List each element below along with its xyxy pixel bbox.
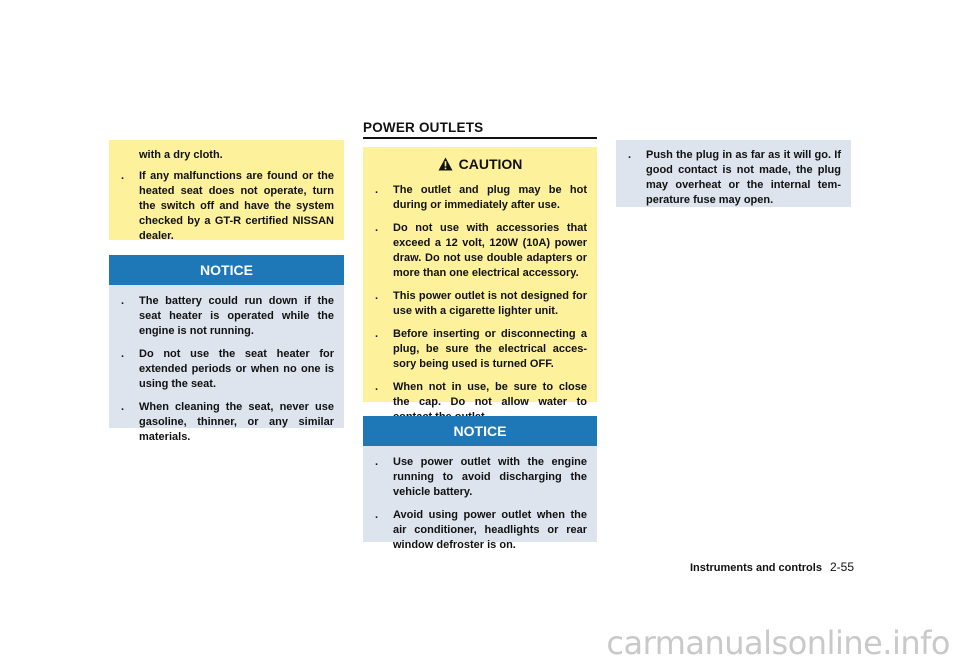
list-item: . This power outlet is not designed for use with a cigarette lighter unit. xyxy=(375,290,587,317)
list-item: . Do not use the seat heater for extended periods or when no one is using the seat. xyxy=(121,348,334,390)
caution-header xyxy=(363,147,597,181)
list-item: . Do not use with accessories that exceed a 12 volt, 120W (10A) power draw. Do not use double adapters or more than one electrical accessory. xyxy=(375,222,587,279)
list-item: . If any malfunctions are found or the heated seat does not operate, turn the switch off and have the system checked by a GT-R certified NISSAN dealer. xyxy=(121,170,334,242)
left-caution-list xyxy=(119,169,334,244)
caution-box xyxy=(363,147,597,408)
right-list xyxy=(626,148,841,208)
middle-notice-box xyxy=(363,416,597,551)
list-item: . When cleaning the seat, never use gasoline, thinner, or any similar materials. xyxy=(121,401,334,443)
warning-triangle-icon xyxy=(438,149,453,183)
list-item: . Avoid using power outlet when the air conditioner, headlights or rear window defroster is on. xyxy=(375,509,587,551)
list-item: . Before inserting or disconnecting a plug, be sure the electrical acces-sory being used is turned OFF. xyxy=(375,328,587,370)
list-item: . Push the plug in as far as it will go. If good contact is not made, the plug may overheat or the internal tem-perature fuse may open. xyxy=(628,149,841,206)
notice-header: NOTICE xyxy=(363,416,597,446)
middle-notice-list xyxy=(363,446,597,553)
footer-section-label: Instruments and controls xyxy=(689,562,822,574)
left-notice-box xyxy=(109,255,344,443)
page-number: 2-55 xyxy=(829,560,854,574)
left-caution-continuation xyxy=(109,140,344,240)
list-item: . The outlet and plug may be hot during or immediately after use. xyxy=(375,184,587,211)
caution-title: CAUTION xyxy=(458,156,523,172)
right-notice-continuation xyxy=(616,140,851,207)
section-title: POWER OUTLETS xyxy=(363,120,597,139)
caution-list xyxy=(363,181,597,425)
list-item: . Use power outlet with the engine running to avoid discharging the vehicle battery. xyxy=(375,456,587,498)
watermark: carmanualsonline.info xyxy=(606,624,950,662)
list-item: . The battery could run down if the seat heater is operated while the engine is not running. xyxy=(121,295,334,337)
left-notice-list xyxy=(109,285,344,445)
continuation-text: with a dry cloth. xyxy=(139,149,223,161)
notice-header: NOTICE xyxy=(109,255,344,285)
list-item: . When not in use, be sure to close the cap. Do not allow water to xyxy=(375,381,587,408)
page-footer xyxy=(690,560,854,574)
